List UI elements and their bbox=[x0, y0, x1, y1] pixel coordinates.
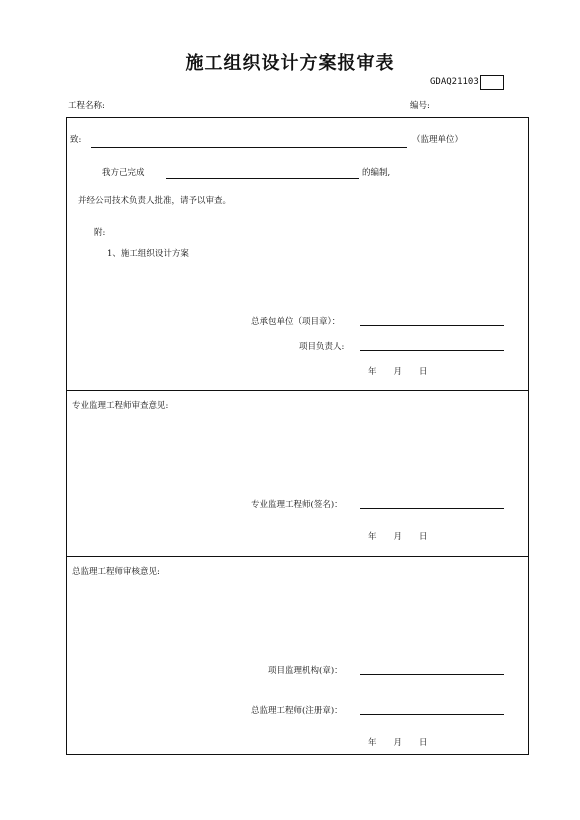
contractor-line[interactable] bbox=[360, 325, 504, 326]
chief-review-heading: 总监理工程师审核意见: bbox=[72, 567, 160, 577]
specialist-signer-label: 专业监理工程师(签名)： bbox=[251, 500, 343, 510]
supervision-org-label: 项目监理机构(章)： bbox=[268, 666, 343, 676]
date-2: 年 月 日 bbox=[368, 532, 428, 542]
section-divider-1 bbox=[66, 390, 529, 391]
supervisor-unit-line[interactable] bbox=[91, 147, 407, 148]
supervision-org-line[interactable] bbox=[360, 674, 504, 675]
contractor-label: 总承包单位（项目章）： bbox=[251, 317, 341, 327]
plan-name-line[interactable] bbox=[166, 178, 359, 179]
to-label: 致: bbox=[70, 135, 82, 145]
project-manager-line[interactable] bbox=[360, 350, 504, 351]
number-label: 编号: bbox=[410, 101, 430, 111]
form-frame bbox=[66, 117, 529, 755]
project-name-label: 工程名称: bbox=[68, 101, 105, 111]
attachment-label: 附: bbox=[94, 228, 106, 238]
chief-engineer-line[interactable] bbox=[360, 714, 504, 715]
we-completed-text: 我方己完成 bbox=[102, 168, 145, 178]
date-1: 年 月 日 bbox=[368, 367, 428, 377]
project-manager-label: 项目负责人: bbox=[299, 342, 345, 352]
chief-engineer-label: 总监理工程师(注册章)： bbox=[251, 706, 343, 716]
form-code: GDAQ21103 bbox=[430, 77, 479, 87]
attachment-item: 1、施工组织设计方案 bbox=[107, 249, 189, 259]
form-code-box bbox=[480, 75, 504, 90]
date-3: 年 月 日 bbox=[368, 738, 428, 748]
compiled-text: 的编制, bbox=[362, 168, 391, 178]
approval-text: 并经公司技术负责人批准，请予以审查。 bbox=[78, 196, 232, 206]
supervisor-unit-label: （监理单位） bbox=[412, 135, 464, 145]
form-title: 施工组织设计方案报审表 bbox=[185, 53, 395, 74]
section-divider-2 bbox=[66, 556, 529, 557]
specialist-signer-line[interactable] bbox=[360, 508, 504, 509]
specialist-review-heading: 专业监理工程师审查意见: bbox=[72, 401, 169, 411]
